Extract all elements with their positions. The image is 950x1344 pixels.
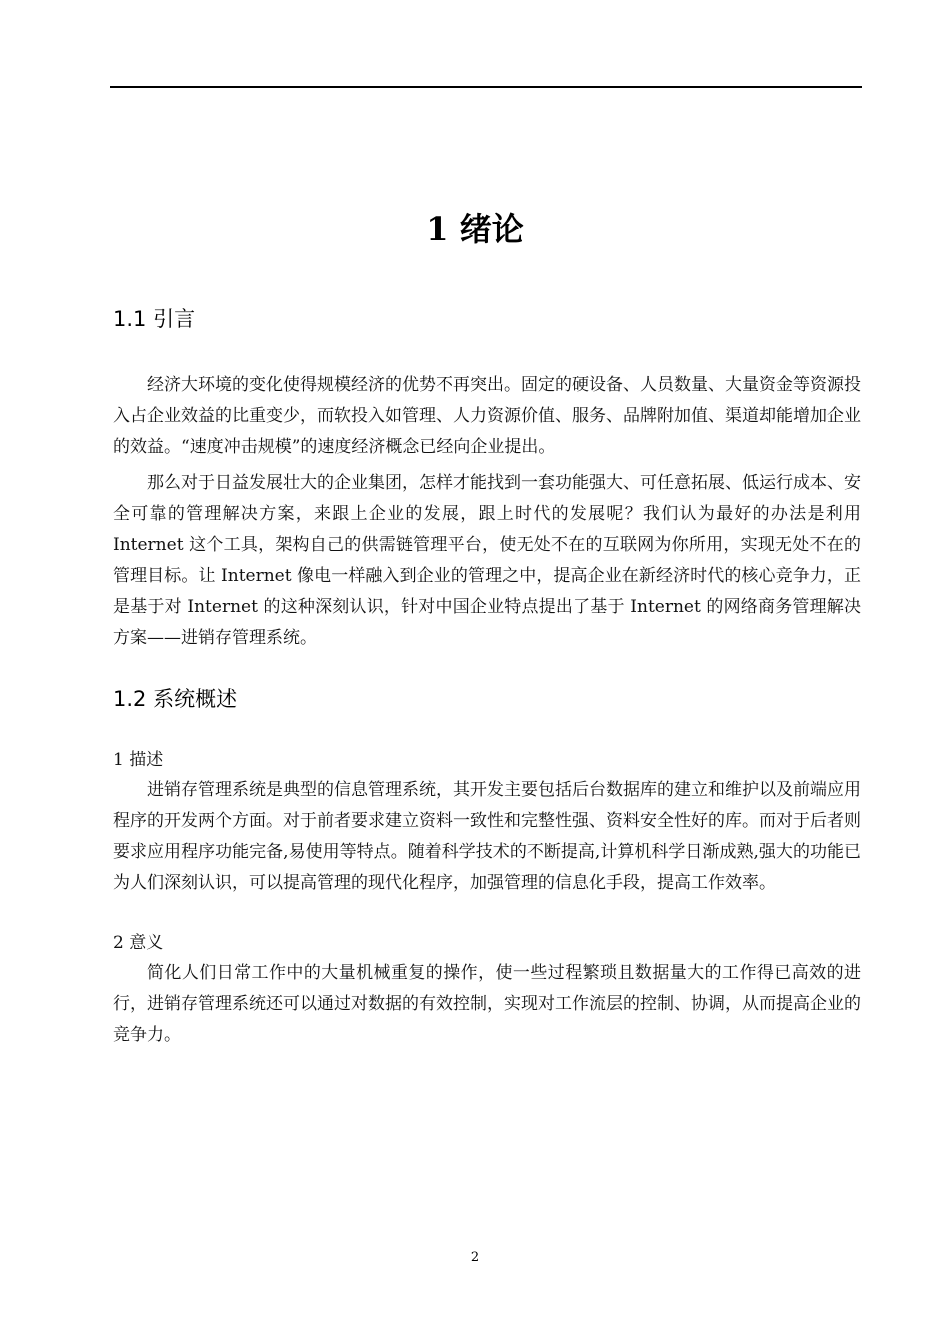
significance-paragraph: 简化人们日常工作中的大量机械重复的操作，使一些过程繁琐且数据量大的工作得已高效的进行，进销存管理系统还可以通过对数据的有效控制，实现对工作流层的控制、协调，从而提高企业的竞争力。 — [113, 963, 861, 1045]
header-rule — [110, 86, 862, 88]
intro-paragraph-2: 那么对于日益发展壮大的企业集团，怎样才能找到一套功能强大、可任意拓展、低运行成本、安全可靠的管理解决方案，来跟上企业的发展，跟上时代的发展呢？我们认为最好的办法是利用 Internet 这个工具，架构自己的供需链管理平台，使无处不在的互联网为你所用，实现无处不在的管理目标。让 Internet 像电一样融入到企业的管理之中，提高企业在新经济时代的核心竞争力，正是基于对 Internet 的这种深刻认识，针对中国企业特点提出了基于 Internet 的网络商务管理解决方案——进销存管理系统。 — [113, 473, 861, 648]
subsection-label-description: 1 描述 — [113, 750, 164, 770]
subsection-label-significance: 2 意义 — [113, 933, 164, 953]
chapter-title: 1 绪论 — [426, 210, 524, 248]
section-heading-overview: 1.2 系统概述 — [113, 687, 238, 711]
intro-paragraph-1: 经济大环境的变化使得规模经济的优势不再突出。固定的硬设备、人员数量、大量资金等资源投入占企业效益的比重变少，而软投入如管理、人力资源价值、服务、品牌附加值、渠道却能增加企业的效益。“速度冲击规模”的速度经济概念已经向企业提出。 — [113, 375, 861, 457]
section-heading-introduction: 1.1 引言 — [113, 307, 196, 331]
page-number: 2 — [470, 1250, 480, 1265]
description-paragraph: 进销存管理系统是典型的信息管理系统，其开发主要包括后台数据库的建立和维护以及前端应用程序的开发两个方面。对于前者要求建立资料一致性和完整性强、资料安全性好的库。而对于后者则要求应用程序功能完备,易使用等特点。随着科学技术的不断提高,计算机科学日渐成熟,强大的功能已为人们深刻认识，可以提高管理的现代化程序，加强管理的信息化手段，提高工作效率。 — [113, 780, 861, 893]
